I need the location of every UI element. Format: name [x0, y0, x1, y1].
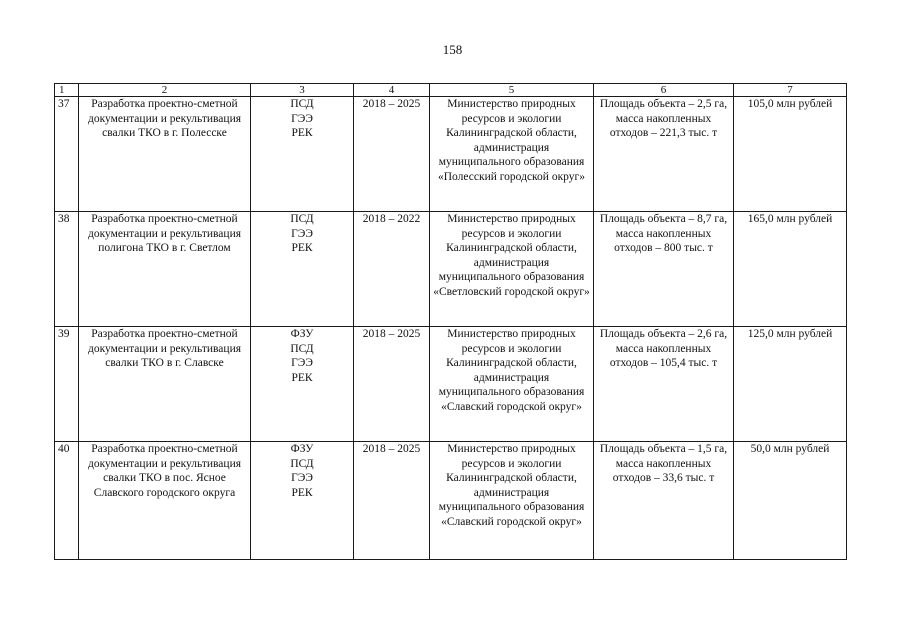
- row-number: 37: [55, 97, 79, 212]
- column-header-5: 5: [430, 84, 594, 97]
- measure-name: Разработка проектно-сметной документации и рекультивация полигона ТКО в г. Светлом: [79, 212, 251, 327]
- stage-code: ПСД: [290, 98, 314, 110]
- column-header-3: 3: [251, 84, 354, 97]
- table-row: [55, 442, 847, 560]
- stage-code: ФЗУ: [290, 328, 314, 340]
- stage-code: ГЭЭ: [291, 227, 313, 240]
- stage-code: ФЗУ: [290, 443, 314, 455]
- stage-code: ПСД: [290, 457, 314, 470]
- page-number: 158: [442, 42, 463, 57]
- column-header-6: 6: [594, 84, 734, 97]
- column-header-1: 1: [55, 84, 79, 97]
- period: 2018 – 2025: [354, 327, 430, 442]
- stage-code: РЕК: [291, 486, 313, 499]
- stage-codes: [251, 327, 354, 442]
- stage-code: ПСД: [290, 342, 314, 355]
- row-number: 38: [55, 212, 79, 327]
- stage-code: РЕК: [291, 371, 313, 384]
- responsible-executors: Министерство природных ресурсов и экологии Калининградской области, администрация муниципального образования «Полесский городской округ»: [430, 97, 594, 212]
- responsible-executors: Министерство природных ресурсов и экологии Калининградской области, администрация муниципального образования «Славский городской округ»: [430, 442, 594, 560]
- table-row: [55, 327, 847, 442]
- target-indicators: Площадь объекта – 2,6 га, масса накопленных отходов – 105,4 тыс. т: [594, 327, 734, 442]
- column-header-7: 7: [734, 84, 847, 97]
- cost: 50,0 млн рублей: [734, 442, 847, 560]
- target-indicators: Площадь объекта – 1,5 га, масса накопленных отходов – 33,6 тыс. т: [594, 442, 734, 560]
- stage-code: ГЭЭ: [291, 472, 313, 485]
- table-row: [55, 97, 847, 212]
- cost: 125,0 млн рублей: [734, 327, 847, 442]
- row-number: 40: [55, 442, 79, 560]
- stage-code: РЕК: [291, 127, 313, 140]
- period: 2018 – 2022: [354, 212, 430, 327]
- cost: 165,0 млн рублей: [734, 212, 847, 327]
- measure-name: Разработка проектно-сметной документации и рекультивация свалки ТКО в г. Славске: [79, 327, 251, 442]
- period: 2018 – 2025: [354, 442, 430, 560]
- column-header-4: 4: [354, 84, 430, 97]
- stage-code: ПСД: [290, 213, 314, 225]
- measure-name: Разработка проектно-сметной документации и рекультивация свалки ТКО в пос. Ясное Славского городского округа: [79, 442, 251, 560]
- measure-name: Разработка проектно-сметной документации и рекультивация свалки ТКО в г. Полесске: [79, 97, 251, 212]
- responsible-executors: Министерство природных ресурсов и экологии Калининградской области, администрация муниципального образования «Светловский городской округ»: [430, 212, 594, 327]
- stage-code: РЕК: [291, 242, 313, 255]
- row-number: 39: [55, 327, 79, 442]
- measures-table: [54, 83, 847, 560]
- responsible-executors: Министерство природных ресурсов и экологии Калининградской области, администрация муниципального образования «Славский городской округ»: [430, 327, 594, 442]
- period: 2018 – 2025: [354, 97, 430, 212]
- target-indicators: Площадь объекта – 2,5 га, масса накопленных отходов – 221,3 тыс. т: [594, 97, 734, 212]
- target-indicators: Площадь объекта – 8,7 га, масса накопленных отходов – 800 тыс. т: [594, 212, 734, 327]
- cost: 105,0 млн рублей: [734, 97, 847, 212]
- column-number-header-row: [55, 84, 847, 97]
- stage-code: ГЭЭ: [291, 357, 313, 370]
- stage-codes: [251, 97, 354, 212]
- stage-code: ГЭЭ: [291, 112, 313, 125]
- stage-codes: [251, 212, 354, 327]
- table-row: [55, 212, 847, 327]
- column-header-2: 2: [79, 84, 251, 97]
- stage-codes: [251, 442, 354, 560]
